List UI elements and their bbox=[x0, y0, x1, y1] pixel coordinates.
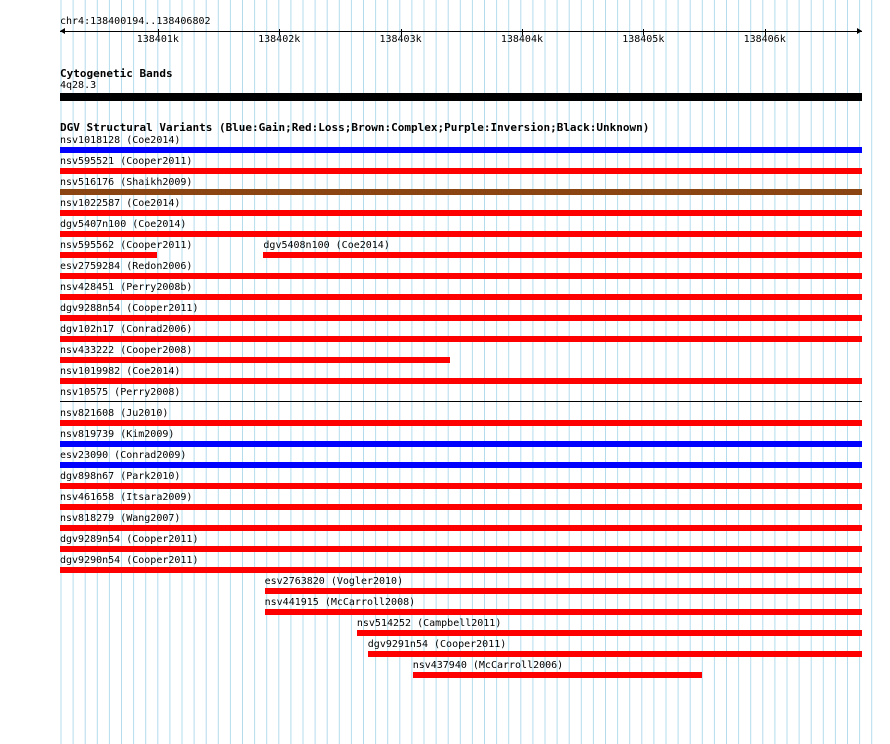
variant-label[interactable]: dgv102n17 (Conrad2006) bbox=[60, 324, 193, 335]
variant-bar[interactable] bbox=[60, 294, 862, 300]
variant-bar[interactable] bbox=[60, 441, 862, 447]
variant-bar[interactable] bbox=[265, 609, 862, 615]
variant-bar[interactable] bbox=[60, 189, 862, 195]
variant-label[interactable]: nsv516176 (Shaikh2009) bbox=[60, 177, 193, 188]
ruler-right-arrow bbox=[857, 28, 862, 34]
variant-bar[interactable] bbox=[263, 252, 862, 258]
variant-bar[interactable] bbox=[60, 336, 862, 342]
variant-label[interactable]: esv2759284 (Redon2006) bbox=[60, 261, 193, 272]
ruler-axis-line bbox=[60, 31, 862, 32]
variant-bar[interactable] bbox=[413, 672, 702, 678]
variant-bar[interactable] bbox=[60, 378, 862, 384]
variant-label[interactable]: esv2763820 (Vogler2010) bbox=[264, 576, 404, 587]
variant-bar[interactable] bbox=[60, 483, 862, 489]
ruler[interactable] bbox=[0, 26, 890, 46]
ruler-tick-label: 138402k bbox=[258, 34, 301, 45]
variant-label[interactable]: nsv441915 (McCarroll2008) bbox=[264, 597, 416, 608]
variant-bar[interactable] bbox=[60, 210, 862, 216]
variant-bar[interactable] bbox=[60, 420, 862, 426]
variant-bar[interactable] bbox=[60, 315, 862, 321]
variant-label[interactable]: nsv433222 (Cooper2008) bbox=[60, 345, 193, 356]
variant-label[interactable]: dgv5408n100 (Coe2014) bbox=[263, 240, 390, 251]
ruler-tick-label: 138404k bbox=[500, 34, 543, 45]
dgv-track-title: DGV Structural Variants (Blue:Gain;Red:Loss;Brown:Complex;Purple:Inversion;Black:Unknown) bbox=[60, 121, 650, 134]
cytoband-track-title: Cytogenetic Bands bbox=[60, 67, 173, 80]
ruler-left-arrow bbox=[60, 28, 65, 34]
ruler-tick-label: 138405k bbox=[622, 34, 665, 45]
variant-label[interactable]: nsv428451 (Perry2008b) bbox=[60, 282, 193, 293]
ruler-tick-label: 138401k bbox=[136, 34, 179, 45]
variant-bar[interactable] bbox=[60, 546, 862, 552]
variant-bar[interactable] bbox=[60, 567, 862, 573]
ruler-tick-label: 138406k bbox=[743, 34, 786, 45]
variant-label[interactable]: nsv1022587 (Coe2014) bbox=[60, 198, 181, 209]
variant-bar[interactable] bbox=[357, 630, 862, 636]
variant-bar[interactable] bbox=[60, 168, 862, 174]
ruler-range-label: chr4:138400194..138406802 bbox=[60, 16, 211, 27]
variant-bar[interactable] bbox=[60, 525, 862, 531]
cytoband-label: 4q28.3 bbox=[60, 80, 97, 91]
variant-bar[interactable] bbox=[60, 231, 862, 237]
variant-bar[interactable] bbox=[60, 147, 862, 153]
variant-label[interactable]: nsv1019982 (Coe2014) bbox=[60, 366, 181, 377]
variant-label[interactable]: dgv9291n54 (Cooper2011) bbox=[367, 639, 507, 650]
variant-label[interactable]: nsv514252 (Campbell2011) bbox=[356, 618, 502, 629]
variant-label[interactable]: dgv5407n100 (Coe2014) bbox=[60, 219, 187, 230]
variant-label[interactable]: nsv461658 (Itsara2009) bbox=[60, 492, 193, 503]
variant-label[interactable]: nsv818279 (Wang2007) bbox=[60, 513, 181, 524]
variant-label[interactable]: dgv9290n54 (Cooper2011) bbox=[60, 555, 199, 566]
variant-bar[interactable] bbox=[265, 588, 862, 594]
variant-label[interactable]: nsv437940 (McCarroll2006) bbox=[412, 660, 564, 671]
variant-label[interactable]: dgv9288n54 (Cooper2011) bbox=[60, 303, 199, 314]
ruler-tick-label: 138403k bbox=[379, 34, 422, 45]
cytoband-bar[interactable] bbox=[60, 93, 862, 101]
variant-bar[interactable] bbox=[60, 273, 862, 279]
variant-bar[interactable] bbox=[368, 651, 862, 657]
variant-bar[interactable] bbox=[60, 357, 450, 363]
variant-label[interactable]: nsv595521 (Cooper2011) bbox=[60, 156, 193, 167]
variant-label[interactable]: nsv821608 (Ju2010) bbox=[60, 408, 169, 419]
variant-label[interactable]: esv23090 (Conrad2009) bbox=[60, 450, 187, 461]
variant-label[interactable]: nsv10575 (Perry2008) bbox=[60, 387, 181, 398]
variant-label[interactable]: nsv819739 (Kim2009) bbox=[60, 429, 175, 440]
variant-label[interactable]: nsv595562 (Cooper2011) bbox=[60, 240, 193, 251]
variant-bar[interactable] bbox=[60, 252, 157, 258]
variant-bar[interactable] bbox=[60, 401, 862, 402]
variant-label[interactable]: dgv9289n54 (Cooper2011) bbox=[60, 534, 199, 545]
variant-bar[interactable] bbox=[60, 504, 862, 510]
variant-label[interactable]: dgv898n67 (Park2010) bbox=[60, 471, 181, 482]
variant-bar[interactable] bbox=[60, 462, 862, 468]
variant-label[interactable]: nsv1018128 (Coe2014) bbox=[60, 135, 181, 146]
